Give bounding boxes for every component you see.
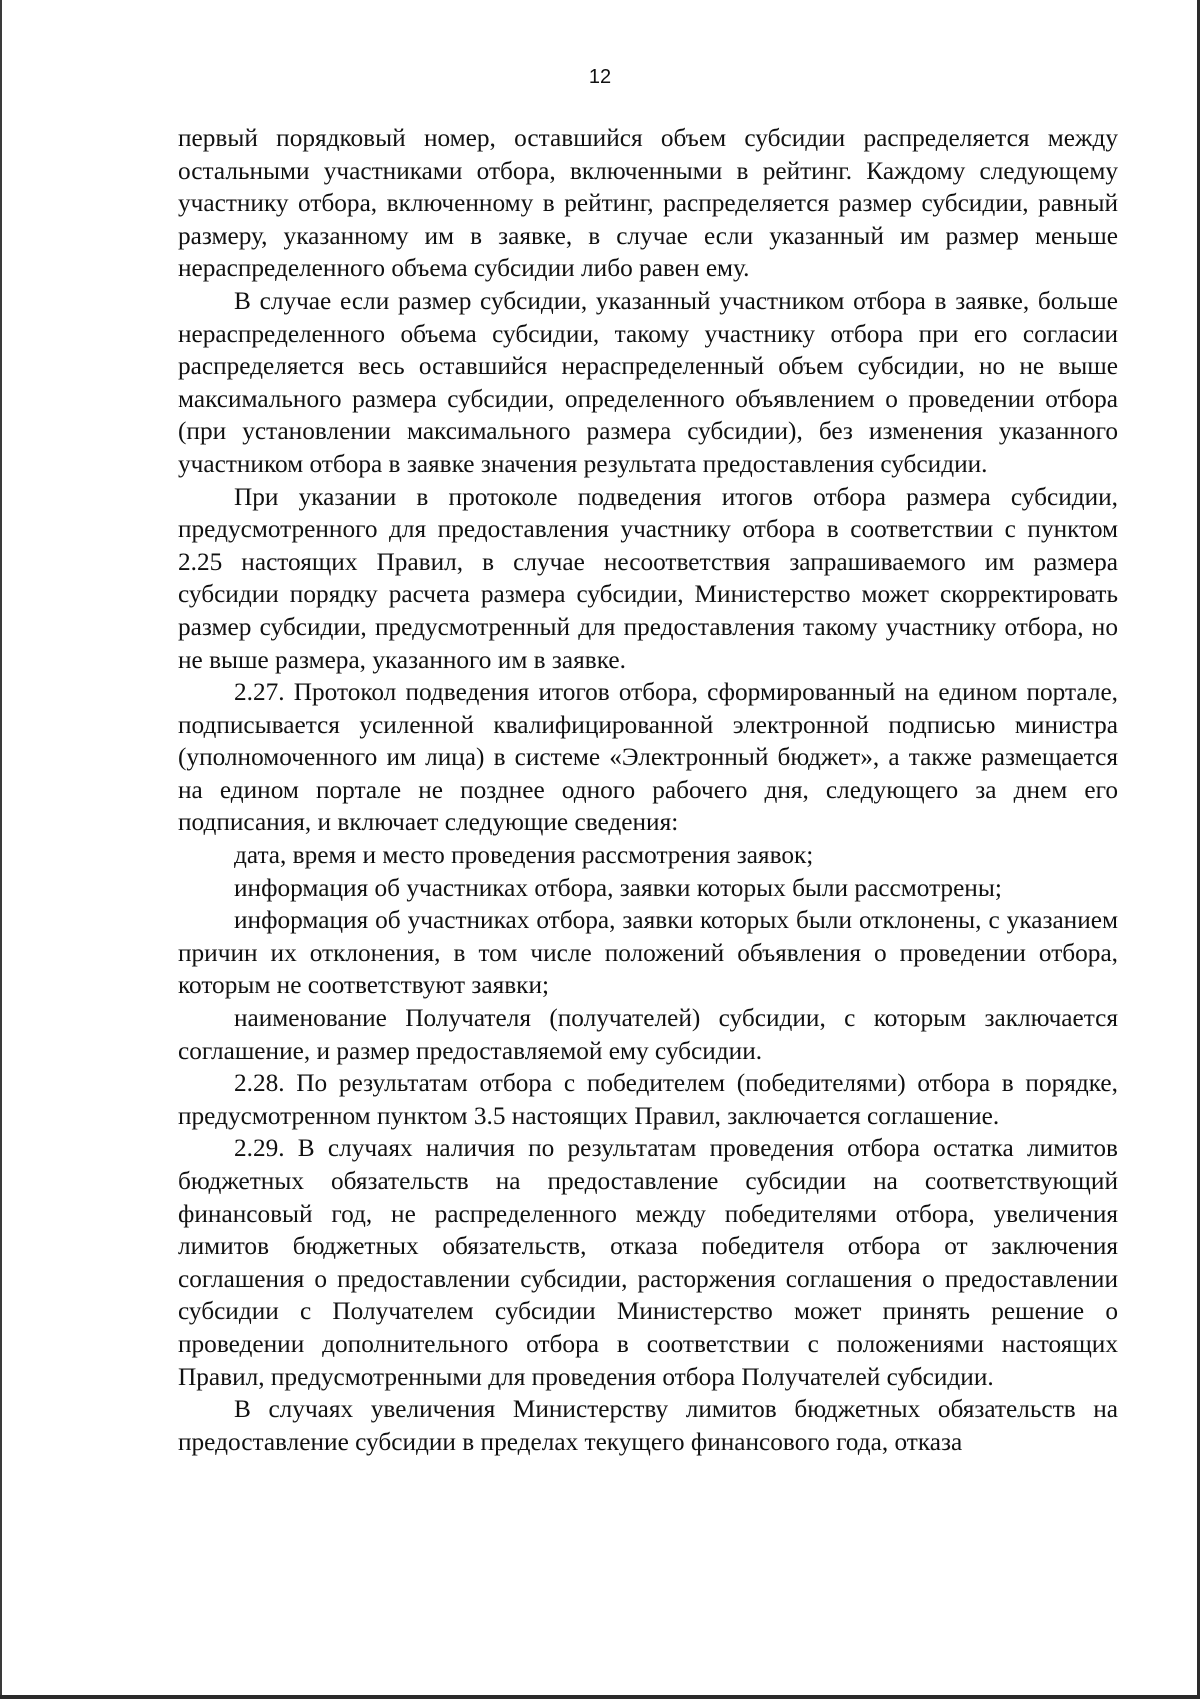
- list-item: информация об участниках отбора, заявки которых были отклонены, с указанием причин их отклонения, в том числе положений объявления о проведении отбора, которым не соответствуют заявки;: [178, 906, 1118, 1000]
- paragraph: В случаях увеличения Министерству лимитов бюджетных обязательств на предоставление субсидии в пределах текущего финансового года, отказа: [178, 1395, 1118, 1456]
- paragraph-continuation: первый порядковый номер, оставшийся объем субсидии распределяется между остальными участниками отбора, включенными в рейтинг. Каждому следующему участнику отбора, включенному в рейтинг, распределяется размер субсидии, равный размеру, указанному им в заявке, в случае если указанный им размер меньше нераспределенного объема субсидии либо равен ему.: [178, 124, 1118, 283]
- document-body: [178, 122, 1118, 1458]
- paragraph-clause-2-29: 2.29. В случаях наличия по результатам проведения отбора остатка лимитов бюджетных обязательств на предоставление субсидии на соответствующий финансовый год, не распределенного между победителями отбора, увеличения лимитов бюджетных обязательств, отказа победителя отбора от заключения соглашения о предоставлении субсидии, расторжения соглашения о предоставлении субсидии с Получателем субсидии Министерство может принять решение о проведении дополнительного отбора в соответствии с положениями настоящих Правил, предусмотренными для проведения отбора Получателей субсидии.: [178, 1134, 1118, 1391]
- list-item: дата, время и место проведения рассмотрения заявок;: [234, 841, 814, 870]
- paragraph: При указании в протоколе подведения итогов отбора размера субсидии, предусмотренного для предоставления участнику отбора в соответствии с пунктом 2.25 настоящих Правил, в случае несоответствия запрашиваемого им размера субсидии порядку расчета размера субсидии, Министерство может скорректировать размер субсидии, предусмотренный для предоставления такому участнику отбора, но не выше размера, указанного им в заявке.: [178, 482, 1118, 674]
- list-item: наименование Получателя (получателей) субсидии, с которым заключается соглашение, и размер предоставляемой ему субсидии.: [178, 1004, 1118, 1065]
- scan-edge-bottom: [0, 1695, 1200, 1699]
- paragraph: В случае если размер субсидии, указанный участником отбора в заявке, больше нераспределенного объема субсидии, такому участнику отбора при его согласии распределяется весь оставшийся нераспределенный объем субсидии, но не выше максимального размера субсидии, определенного объявлением о проведении отбора (при установлении максимального размера субсидии), без изменения указанного участником отбора в заявке значения результата предоставления субсидии.: [178, 286, 1118, 478]
- paragraph-clause-2-27: 2.27. Протокол подведения итогов отбора, сформированный на едином портале, подписывается усиленной квалифицированной электронной подписью министра (уполномоченного им лица) в системе «Электронный бюджет», а также размещается на едином портале не позднее одного рабочего дня, следующего за днем его подписания, и включает следующие сведения:: [178, 678, 1118, 837]
- list-item: информация об участниках отбора, заявки которых были рассмотрены;: [234, 873, 1002, 902]
- paragraph-clause-2-28: 2.28. По результатам отбора с победителем (победителями) отбора в порядке, предусмотренном пунктом 3.5 настоящих Правил, заключается соглашение.: [178, 1069, 1118, 1130]
- page-number: 12: [588, 66, 612, 88]
- scan-edge-left: [0, 0, 2, 1699]
